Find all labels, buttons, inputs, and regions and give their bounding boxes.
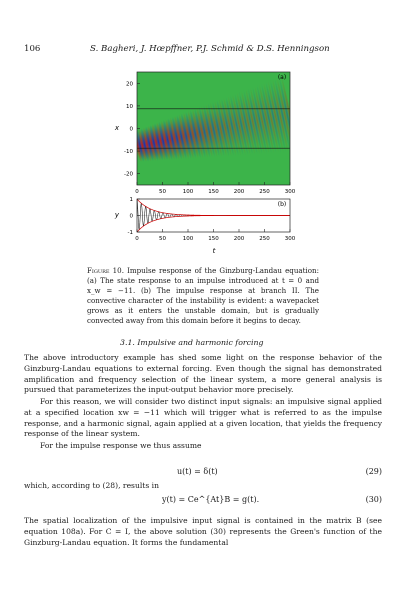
ytick-label: -10 (124, 149, 133, 156)
xtick-label: 200 (233, 236, 245, 242)
xtick-label: 250 (259, 189, 270, 195)
panel-b-tag: (b) (277, 201, 287, 208)
xtick-label: 300 (284, 236, 296, 242)
xtick-label: 50 (159, 189, 166, 195)
xtick-label: 300 (284, 189, 296, 195)
xtick-label: 50 (159, 236, 166, 242)
page-number: 106 (24, 44, 41, 54)
ytick-label: 0 (129, 126, 133, 133)
panel-b-ylabel: y (114, 211, 120, 219)
xtick-label: 150 (208, 236, 219, 242)
paragraph-2: For this reason, we will consider two distinct input signals: an impulsive signal applied at a specified location xw = −11 which will trigger what is referred to as the impulse response, and a harmonic signal, again applied at a given location, that yields the frequency response of the linear system. (24, 397, 382, 439)
panel-b (114, 197, 296, 255)
caption-text: Impulse response of the Ginzburg-Landau equation: (a) The state response to an impulse introduced at t = 0 and x_w = −11. (b) The impulse response at branch II. The convective character of the instability is evident: a wavepacket grows as it enters the unstable domain, but is gradually convected away from this domain before it begins to decay. (87, 266, 319, 325)
header-authors: S. Bagheri, J. Hœpffner, P.J. Schmid & D.S. Henningson (90, 44, 330, 54)
caption-label: Figure 10. (87, 266, 124, 275)
xtick-label: 100 (182, 189, 194, 195)
ytick-label: 10 (126, 103, 133, 110)
panel-a (114, 72, 299, 195)
panel-a-ylabel: x (114, 124, 120, 132)
xtick-label: 200 (233, 189, 245, 195)
xtick-label: 250 (259, 236, 270, 242)
paragraph-3: For the impulse response we thus assume (40, 441, 202, 450)
paragraph-4: which, according to (28), results in (24, 481, 159, 490)
xtick-label: 0 (135, 236, 139, 242)
ytick-label: -20 (124, 171, 133, 178)
panel-b-xlabel: t (212, 247, 216, 255)
paragraph-1: The above introductory example has shed some light on the response behavior of the Ginzburg-Landau equations to external forcing. Even though the signal has demonstrated amplification and frequency selection of the linear system, a more general analysis is pursued that parameterizes the input-output behavior more precisely. (24, 353, 382, 395)
section-title: 3.1. Impulsive and harmonic forcing (120, 338, 264, 347)
ytick-label: 0 (129, 213, 133, 220)
ytick-label: 20 (126, 81, 133, 88)
xtick-label: 100 (182, 236, 194, 242)
panel-a-tag: (a) (277, 74, 287, 81)
figure-caption (87, 266, 319, 325)
xtick-label: 0 (135, 189, 139, 195)
figure-10 (0, 0, 406, 260)
equation-30-number: (30) (365, 495, 382, 504)
equation-29-number: (29) (365, 467, 382, 476)
ytick-label: 1 (129, 197, 133, 203)
paragraph-5: The spatial localization of the impulsive input signal is contained in the matrix B (see equation 108a). For C = I, the above solution (30) represents the Green's function of the Ginzburg-Landau equation. It forms the fundamental (24, 516, 382, 547)
ytick-label: -1 (127, 230, 133, 236)
equation-29-formula: u(t) = δ(t) (177, 467, 218, 476)
equation-30-formula: y(t) = Ce^{At}B = g(t). (162, 495, 260, 504)
xtick-label: 150 (208, 189, 219, 195)
